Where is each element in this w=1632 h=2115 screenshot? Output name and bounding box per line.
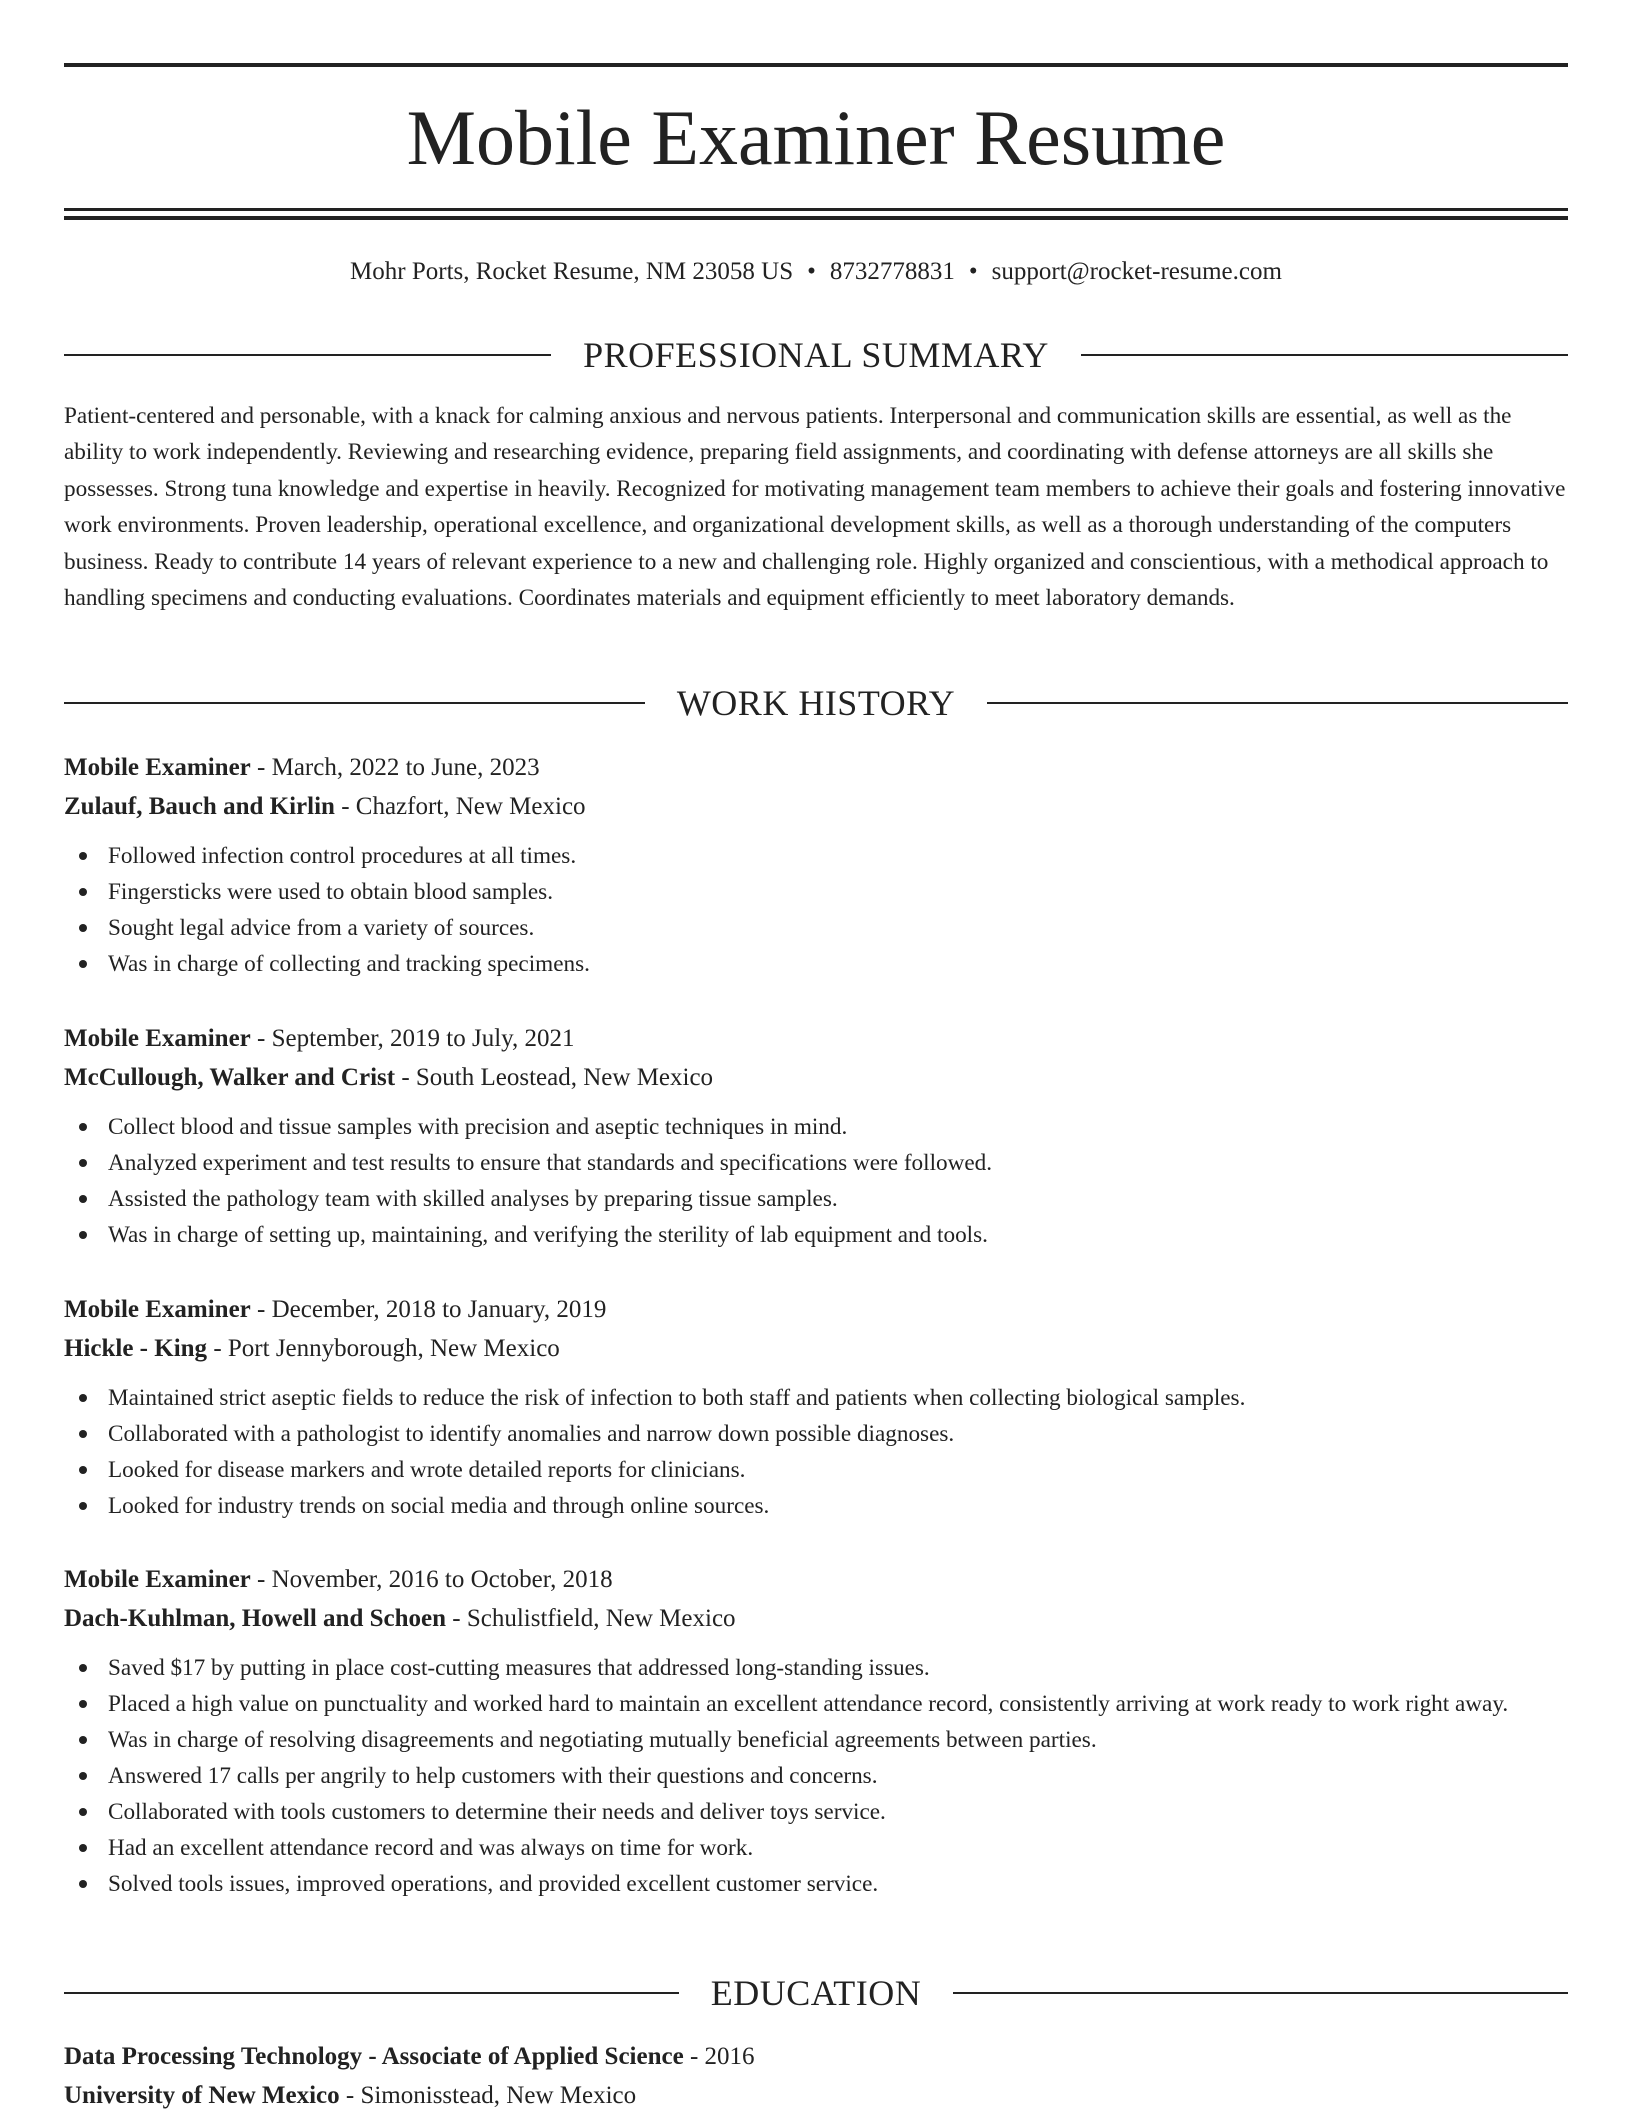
bullet-dot [79, 1466, 87, 1474]
job-entry [64, 1019, 1568, 1253]
contact-email: support@rocket-resume.com [991, 258, 1282, 285]
bullet-item [64, 1416, 1568, 1452]
bullet-item [64, 1650, 1568, 1686]
bullet-text: Placed a high value on punctuality and worked hard to maintain an excellent attendance record, consistently arriving at work ready to work right away. [108, 1691, 1509, 1717]
section-header-work [64, 678, 1568, 728]
contact-line [64, 252, 1568, 292]
education-degree-line [64, 2037, 1568, 2076]
bullet-text: Followed infection control procedures at all times. [108, 843, 577, 869]
bullet-item [64, 1686, 1568, 1722]
section-rule-right [1081, 354, 1568, 356]
job-title: Mobile Examiner [64, 1566, 251, 1593]
bullet-text: Saved $17 by putting in place cost-cutting measures that addressed long-standing issues. [108, 1655, 930, 1681]
bullet-dot [79, 1880, 87, 1888]
section-rule-right [953, 1992, 1568, 1994]
bullet-item [64, 1830, 1568, 1866]
bullet-text: Sought legal advice from a variety of sources. [108, 915, 535, 941]
bullet-dot [79, 1772, 87, 1780]
job-company: McCullough, Walker and Crist [64, 1064, 396, 1091]
section-title-summary: PROFESSIONAL SUMMARY [583, 335, 1049, 375]
education-degree: Data Processing Technology - Associate of Applied Science [64, 2043, 684, 2070]
job-title-line [64, 748, 1568, 787]
bullet-text: Collaborated with a pathologist to identify anomalies and narrow down possible diagnoses. [108, 1421, 955, 1447]
bullet-dot [79, 1195, 87, 1203]
bullet-item [64, 1794, 1568, 1830]
job-entry [64, 1290, 1568, 1524]
bullet-text: Looked for industry trends on social media and through online sources. [108, 1493, 770, 1519]
bullet-dot [79, 852, 87, 860]
job-location: - Port Jennyborough, New Mexico [207, 1335, 560, 1362]
job-entry [64, 748, 1568, 982]
job-bullets [64, 1650, 1568, 1902]
section-rule-left [64, 702, 645, 704]
job-dates: - November, 2016 to October, 2018 [250, 1566, 613, 1593]
bullet-item [64, 910, 1568, 946]
bullet-dot [79, 1159, 87, 1167]
contact-address: Mohr Ports, Rocket Resume, NM 23058 US [350, 258, 794, 285]
job-location: - Chazfort, New Mexico [334, 793, 586, 820]
job-title-line [64, 1019, 1568, 1058]
bullet-item [64, 1181, 1568, 1217]
job-bullets [64, 838, 1568, 982]
contact-separator: • [968, 258, 978, 285]
job-bullets [64, 1380, 1568, 1524]
top-rule [64, 63, 1568, 67]
section-rule-right [987, 702, 1568, 704]
job-company: Zulauf, Bauch and Kirlin [64, 793, 335, 820]
bullet-item [64, 1109, 1568, 1145]
bullet-item [64, 1758, 1568, 1794]
education-school-line [64, 2076, 1568, 2115]
contact-separator: • [807, 258, 816, 285]
job-title: Mobile Examiner [64, 754, 251, 781]
summary-text: Patient-centered and personable, with a knack for calming anxious and nervous patients. Interpersonal and communication skills are essential, as well as the ability to work independently. Reviewing and researching evidence, preparing field assignments, and coordinating with defense attorneys are all skills she possesses. Strong tuna knowledge and expertise in heavily. Recognized for motivating management team members to achieve their goals and fostering innovative work environments. Proven leadership, operational excellence, and organizational development skills, as well as a thorough understanding of the computers business. Ready to contribute 14 years of relevant experience to a new and challenging role. Highly organized and conscientious, with a methodical approach to handling specimens and conducting evaluations. Coordinates materials and equipment efficiently to meet laboratory demands. [64, 403, 1566, 612]
job-dates: - September, 2019 to July, 2021 [250, 1025, 575, 1052]
bullet-item [64, 874, 1568, 910]
bullet-item [64, 1722, 1568, 1758]
job-company-line [64, 1058, 1568, 1097]
bullet-text: Assisted the pathology team with skilled analyses by preparing tissue samples. [108, 1186, 838, 1212]
bullet-dot [79, 924, 87, 932]
bullet-item [64, 1217, 1568, 1253]
job-company-line [64, 787, 1568, 826]
bullet-text: Answered 17 calls per angrily to help customers with their questions and concerns. [108, 1763, 878, 1789]
bullet-text: Fingersticks were used to obtain blood samples. [108, 879, 554, 905]
bullet-dot [79, 1123, 87, 1131]
job-location: - South Leostead, New Mexico [395, 1064, 714, 1091]
job-title: Mobile Examiner [64, 1296, 251, 1323]
bullet-item [64, 1488, 1568, 1524]
job-company: Dach-Kuhlman, Howell and Schoen [64, 1605, 447, 1632]
job-entry [64, 1560, 1568, 1902]
education-location: - Simonisstead, New Mexico [339, 2082, 637, 2109]
section-title-work: WORK HISTORY [676, 683, 956, 723]
bullet-item [64, 946, 1568, 982]
bullet-text: Was in charge of setting up, maintaining, and verifying the sterility of lab equipment and tools. [108, 1222, 988, 1248]
bullet-dot [79, 1808, 87, 1816]
section-rule-left [64, 1992, 679, 1994]
education-entry [64, 2037, 1568, 2115]
job-dates: - December, 2018 to January, 2019 [250, 1296, 607, 1323]
bullet-item [64, 1380, 1568, 1416]
bullet-item [64, 1145, 1568, 1181]
bullet-dot [79, 1502, 87, 1510]
bullet-text: Was in charge of resolving disagreements and negotiating mutually beneficial agreements between parties. [108, 1727, 1097, 1753]
bullet-dot [79, 1736, 87, 1744]
bullet-item [64, 838, 1568, 874]
education-school: University of New Mexico [64, 2082, 340, 2109]
job-location: - Schulistfield, New Mexico [446, 1605, 736, 1632]
bullet-text: Collaborated with tools customers to determine their needs and deliver toys service. [108, 1799, 886, 1825]
bullet-dot [79, 888, 87, 896]
bullet-dot [79, 960, 87, 968]
bullet-text: Looked for disease markers and wrote detailed reports for clinicians. [108, 1457, 746, 1483]
section-rule-left [64, 354, 551, 356]
bullet-dot [79, 1664, 87, 1672]
bullet-text: Was in charge of collecting and tracking specimens. [108, 951, 590, 977]
job-company-line [64, 1329, 1568, 1368]
bullet-dot [79, 1430, 87, 1438]
job-company-line [64, 1599, 1568, 1638]
bullet-item [64, 1866, 1568, 1902]
bullet-text: Had an excellent attendance record and was always on time for work. [108, 1835, 754, 1861]
bullet-dot [79, 1700, 87, 1708]
bullet-text: Maintained strict aseptic fields to reduce the risk of infection to both staff and patients when collecting biological samples. [108, 1385, 1246, 1411]
bullet-dot [79, 1844, 87, 1852]
bullet-text: Analyzed experiment and test results to ensure that standards and specifications were followed. [108, 1150, 993, 1176]
job-company: Hickle - King [64, 1335, 208, 1362]
education-year: - 2016 [683, 2043, 755, 2070]
bullet-dot [79, 1394, 87, 1402]
title-double-rule [64, 208, 1568, 220]
job-dates: - March, 2022 to June, 2023 [250, 754, 540, 781]
resume-title: Mobile Examiner Resume [406, 94, 1226, 181]
section-header-summary [64, 330, 1568, 380]
job-title-line [64, 1560, 1568, 1599]
bullet-dot [79, 1231, 87, 1239]
contact-phone: 8732778831 [829, 258, 955, 285]
job-bullets [64, 1109, 1568, 1253]
job-title: Mobile Examiner [64, 1025, 251, 1052]
bullet-text: Solved tools issues, improved operations, and provided excellent customer service. [108, 1871, 879, 1897]
bullet-text: Collect blood and tissue samples with precision and aseptic techniques in mind. [108, 1114, 848, 1140]
job-title-line [64, 1290, 1568, 1329]
section-header-education [64, 1968, 1568, 2018]
bullet-item [64, 1452, 1568, 1488]
section-title-education: EDUCATION [710, 1973, 922, 2013]
